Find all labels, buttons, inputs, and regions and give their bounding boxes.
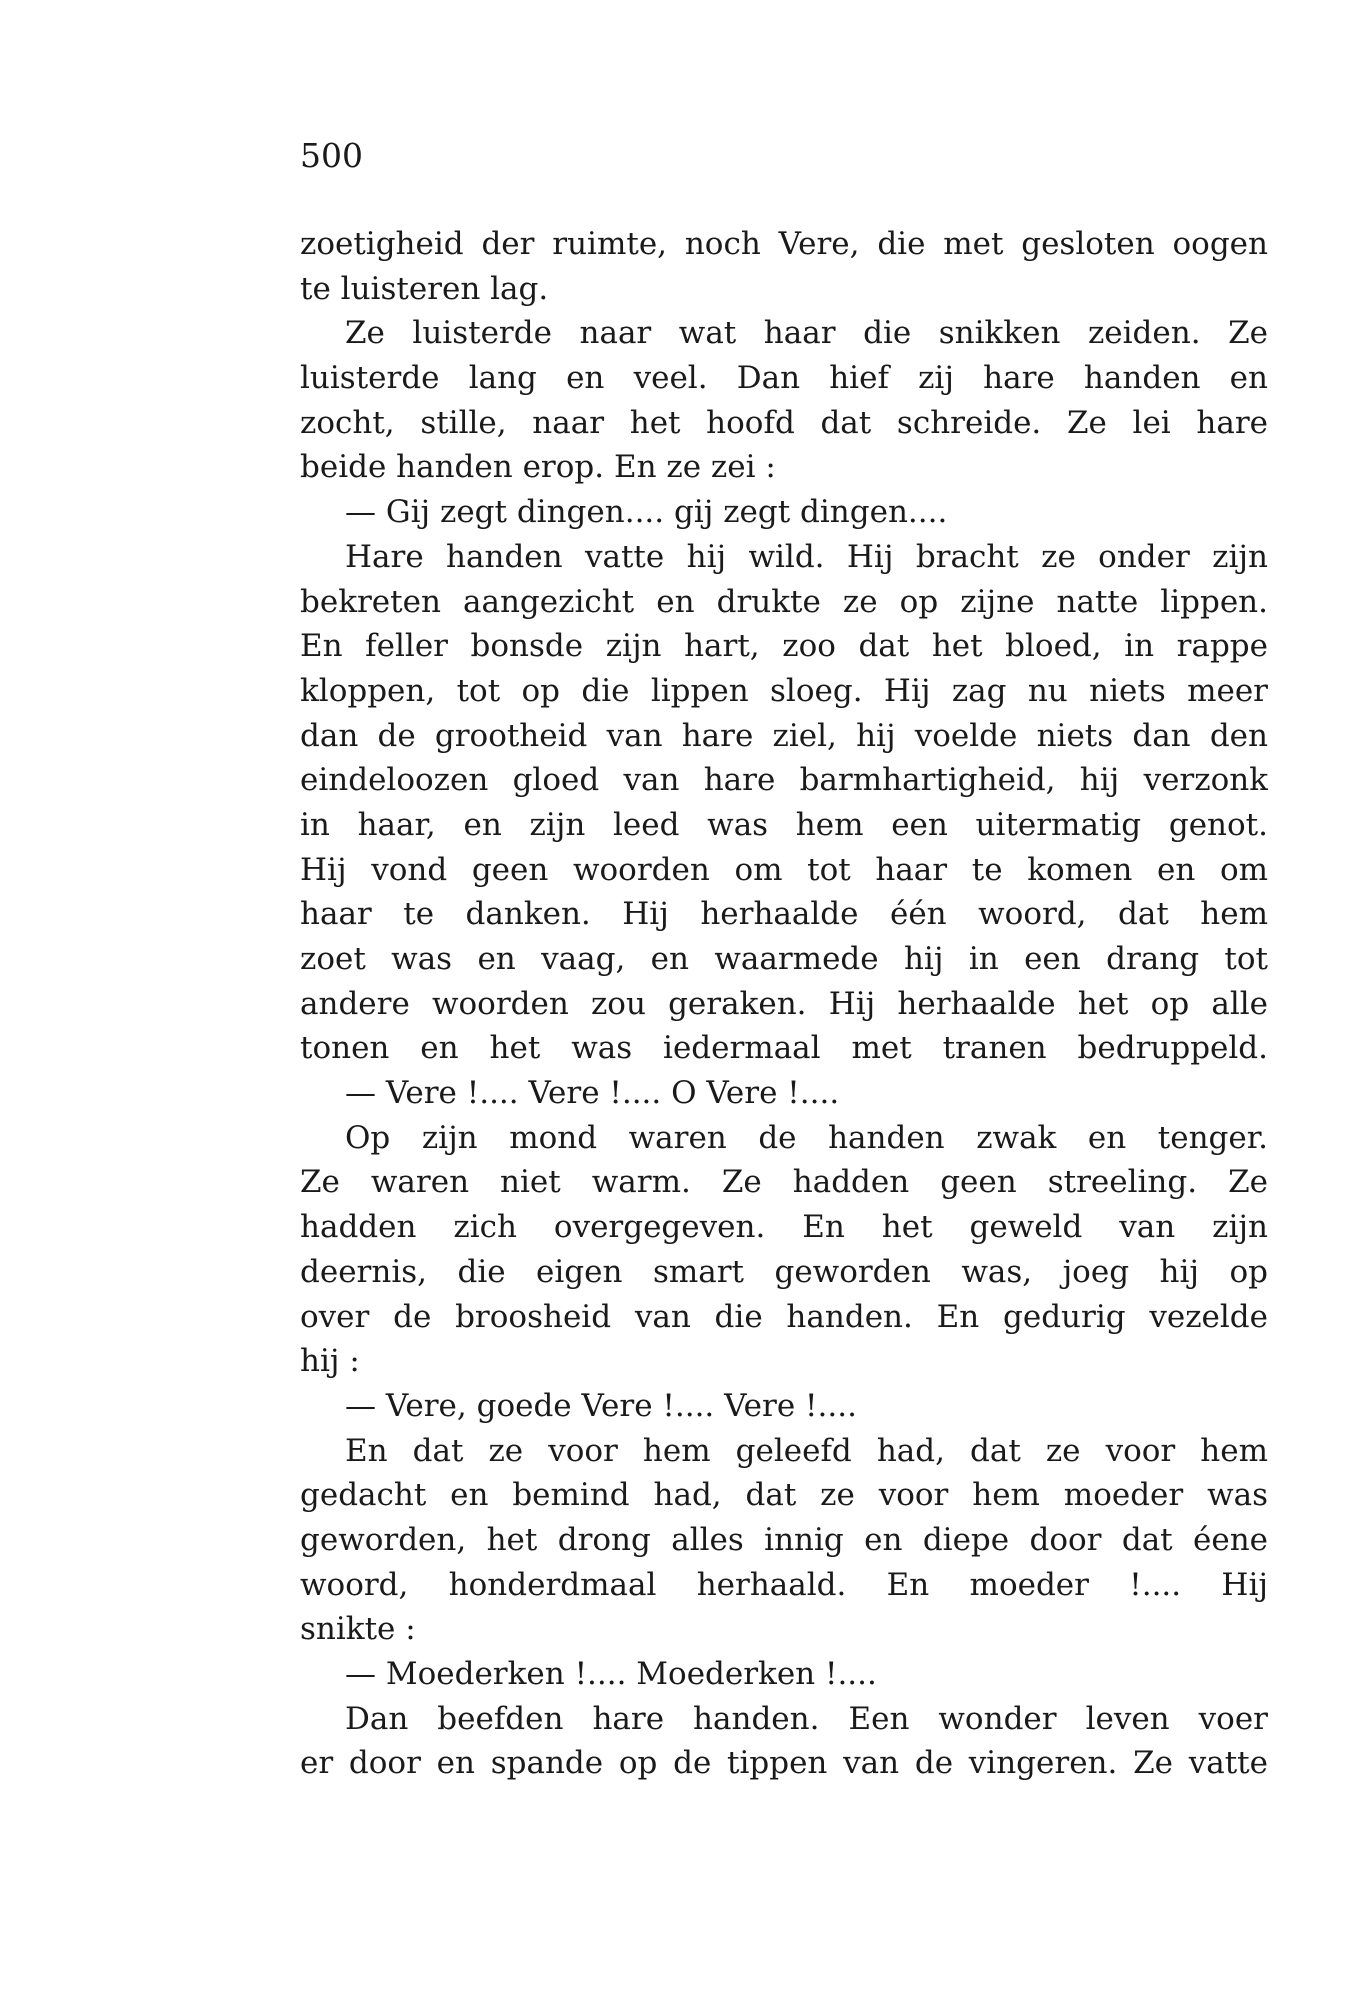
text-line: deernis, die eigen smart geworden was, joeg hij op xyxy=(300,1253,1268,1290)
text-line: zoetigheid der ruimte, noch Vere, die met gesloten oogen xyxy=(300,226,1268,262)
text-line: geworden, het drong alles innig en diepe door dat éene xyxy=(300,1521,1268,1558)
text-line: hadden zich overgegeven. En het geweld van zijn xyxy=(300,1209,1268,1246)
text-line: zoet was en vaag, en waarmede hij in een drang tot xyxy=(300,941,1268,977)
text-line: te luisteren lag. xyxy=(300,270,549,307)
text-line: Op zijn mond waren de handen zwak en tenger. xyxy=(345,1119,1268,1156)
text-line: Ze waren niet warm. Ze hadden geen streeling. Ze xyxy=(300,1164,1268,1201)
text-line: zocht, stille, naar het hoofd dat schreide. Ze lei hare xyxy=(300,404,1268,441)
text-line: kloppen, tot op die lippen sloeg. Hij zag nu niets meer xyxy=(300,672,1268,709)
text-line: Dan beefden hare handen. Een wonder leven voer xyxy=(345,1700,1268,1737)
text-line: hij : xyxy=(300,1343,360,1380)
text-line: haar te danken. Hij herhaalde één woord, dat hem xyxy=(300,896,1268,933)
text-line: snikte : xyxy=(300,1611,416,1648)
text-line: — Moederken !.... Moederken !.... xyxy=(345,1656,877,1692)
page-number: 500 xyxy=(300,136,363,175)
text-line: — Vere !.... Vere !.... O Vere !.... xyxy=(345,1075,840,1112)
text-line: andere woorden zou geraken. Hij herhaalde het op alle xyxy=(300,985,1268,1022)
text-line: over de broosheid van die handen. En gedurig vezelde xyxy=(300,1298,1268,1335)
text-line: eindeloozen gloed van hare barmhartigheid, hij verzonk xyxy=(300,762,1268,799)
text-line: En feller bonsde zijn hart, zoo dat het bloed, in rappe xyxy=(300,628,1268,665)
text-line: Hij vond geen woorden om tot haar te komen en om xyxy=(300,851,1268,888)
text-line: tonen en het was iedermaal met tranen bedruppeld. xyxy=(300,1030,1268,1067)
text-line: En dat ze voor hem geleefd had, dat ze voor hem xyxy=(345,1432,1268,1469)
text-line: — Gij zegt dingen.... gij zegt dingen.... xyxy=(345,494,948,531)
text-line: — Vere, goede Vere !.... Vere !.... xyxy=(345,1387,857,1424)
text-line: er door en spande op de tippen van de vingeren. Ze vatte xyxy=(300,1745,1268,1782)
body-text xyxy=(300,222,1268,1786)
text-line: dan de grootheid van hare ziel, hij voelde niets dan den xyxy=(300,717,1268,754)
text-line: in haar, en zijn leed was hem een uitermatig genot. xyxy=(300,806,1268,843)
text-line: Ze luisterde naar wat haar die snikken zeiden. Ze xyxy=(345,315,1268,352)
text-line: beide handen erop. En ze zei : xyxy=(300,449,776,486)
text-line: woord, honderdmaal herhaald. En moeder !.... Hij xyxy=(300,1566,1268,1603)
text-line: Hare handen vatte hij wild. Hij bracht ze onder zijn xyxy=(345,538,1268,575)
text-line: luisterde lang en veel. Dan hief zij hare handen en xyxy=(300,360,1268,397)
text-line: gedacht en bemind had, dat ze voor hem moeder was xyxy=(300,1477,1268,1514)
text-line: bekreten aangezicht en drukte ze op zijne natte lippen. xyxy=(300,583,1268,620)
